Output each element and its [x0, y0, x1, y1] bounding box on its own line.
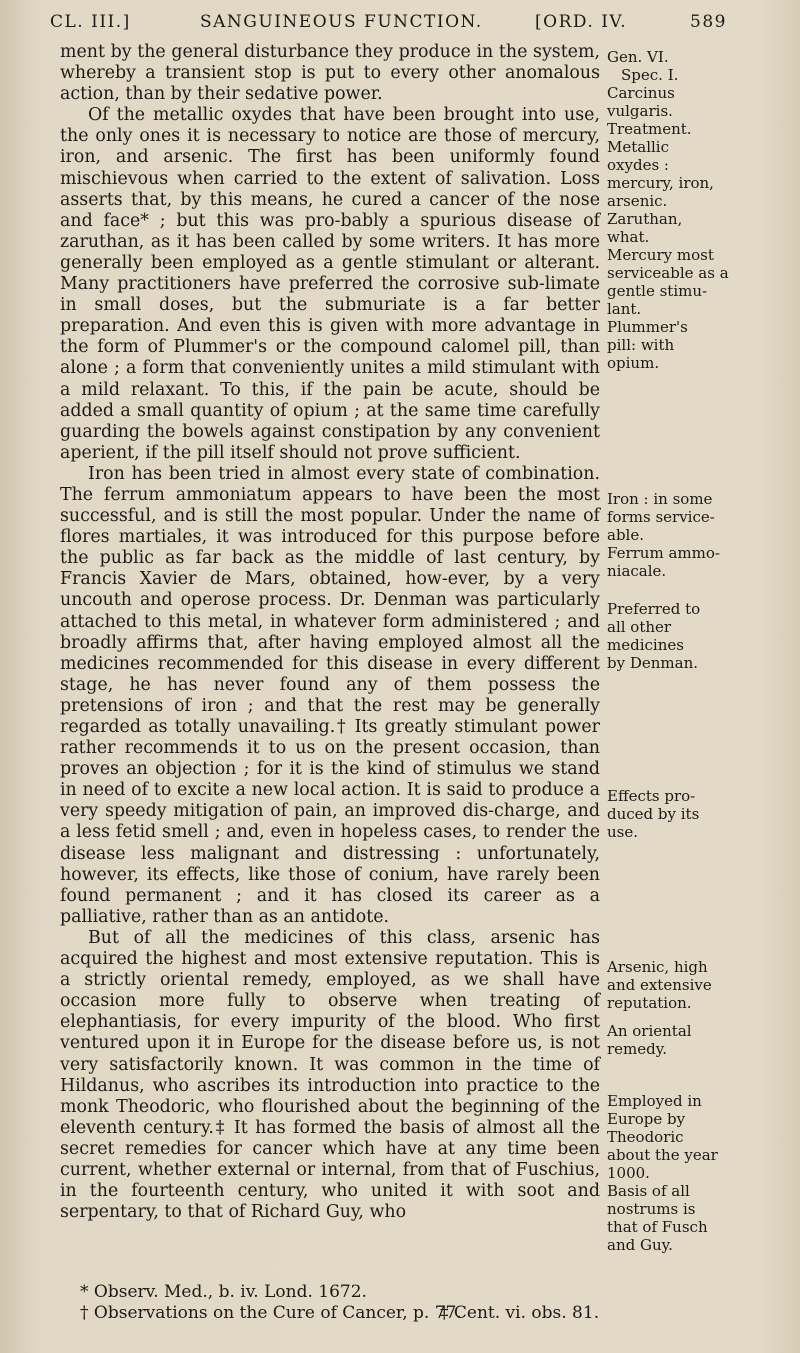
margin-line: Spec. I.	[621, 66, 679, 84]
margin-line: forms service-	[607, 508, 715, 526]
margin-line: and Guy.	[607, 1236, 673, 1254]
margin-line: 1000.	[607, 1164, 650, 1182]
margin-line: and extensive	[607, 976, 712, 994]
running-title: SANGUINEOUS FUNCTION.	[200, 12, 483, 32]
margin-line: serviceable as a	[607, 264, 729, 282]
margin-line: reputation.	[607, 994, 692, 1012]
margin-line: Metallic	[607, 138, 669, 156]
margin-line: about the year	[607, 1146, 718, 1164]
margin-line: Ferrum ammo-	[607, 544, 720, 562]
margin-note-denman	[607, 600, 792, 672]
margin-line: duced by its	[607, 805, 700, 823]
margin-line: lant.	[607, 300, 642, 318]
margin-line: Basis of all	[607, 1182, 690, 1200]
margin-note-europe	[607, 1092, 792, 1254]
margin-line: Arsenic, high	[607, 958, 708, 976]
paragraph-metallic-oxydes: Of the metallic oxydes that have been brought into use, the only ones it is necessary to notice are those of mercury, iron, and arsenic. The first has been uniformly found mischievous when carried to the extent of salivation. Loss asserts that, by this means, he cured a cancer of the nose and face* ; but this was pro-bably a spurious disease of zaruthan, as it has been called by some writers. It has more generally been employed as a gentle stimulant or alterant. Many practitioners have preferred the corrosive sub-limate in small doses, but the submuriate is a far better preparation. And even this is given with more advantage in the form of Plummer's or the compound calomel pill, than alone ; a form that conveniently unites a mild stimulant with a mild relaxant. To this, if the pain be acute, should be added a small quantity of opium ; at the same time carefully guarding the bowels against constipation by any convenient aperient, if the pill itself should not prove sufficient.	[60, 105, 600, 463]
margin-line: medicines	[607, 636, 684, 654]
margin-note-treatment	[607, 48, 792, 372]
margin-note-iron	[607, 490, 792, 580]
margin-line: Preferred to	[607, 600, 701, 618]
margin-line: mercury, iron,	[607, 174, 714, 192]
margin-line: vulgaris.	[607, 102, 673, 120]
margin-line: Effects pro-	[607, 787, 696, 805]
margin-line: niacale.	[607, 562, 667, 580]
page-number: 589	[690, 12, 727, 32]
margin-line: by Denman.	[607, 654, 699, 672]
paragraph-arsenic: But of all the medicines of this class, arsenic has acquired the highest and most extensive reputation. This is a strictly oriental remedy, employed, as we shall have occasion more fully to observe when treating of elephantiasis, for every impurity of the blood. Who first ventured upon it in Europe for the disease before us, is not very satisfactorily known. It was common in the time of Hildanus, who ascribes its introduction into practice to the monk Theodoric, who flourished about the beginning of the eleventh century.‡ It has formed the basis of almost all the secret remedies for cancer which have at any time been current, whether external or internal, from that of Fuschius, in the fourteenth century, who united it with soot and serpentary, to that of Richard Guy, who	[60, 927, 600, 1223]
footnote-2: † Observations on the Cure of Cancer, p. 77.	[80, 1303, 462, 1323]
margin-line: what.	[607, 228, 650, 246]
main-text-column	[60, 42, 600, 1223]
margin-line: oxydes :	[607, 156, 669, 174]
margin-line: remedy.	[607, 1040, 667, 1058]
margin-line: Carcinus	[607, 84, 675, 102]
margin-line: gentle stimu-	[607, 282, 708, 300]
paragraph-continuation: ment by the general disturbance they produce in the system, whereby a transient stop is put to every other anomalous action, than by their sedative power.	[60, 42, 600, 105]
margin-line: An oriental	[607, 1022, 692, 1040]
margin-line: Europe by	[607, 1110, 686, 1128]
margin-line: Treatment.	[607, 120, 692, 138]
margin-line: Iron : in some	[607, 490, 713, 508]
margin-note-effects	[607, 787, 792, 841]
margin-line: Gen. VI.	[607, 48, 669, 66]
margin-line: Theodoric	[607, 1128, 684, 1146]
margin-line: Zaruthan,	[607, 210, 683, 228]
paragraph-iron: Iron has been tried in almost every state of combination. The ferrum ammoniatum appears to have been the most successful, and is still the most popular. Under the name of flores martiales, it was introduced for this purpose before the public as far back as the middle of last century, by Francis Xavier de Mars, obtained, how-ever, by a very uncouth and operose process. Dr. Denman was particularly attached to this metal, in whatever form administered ; and broadly affirms that, after having employed almost all the medicines recommended for this disease in every different stage, he has never found any of them possess the pretensions of iron ; and that the rest may be generally regarded as totally unavailing.† Its greatly stimulant power rather recommends it to us on the present occasion, than proves an objection ; for it is the kind of stimulus we stand in need of to excite a new local action. It is said to produce a very speedy mitigation of pain, an improved dis-charge, and a less fetid smell ; and, even in hopeless cases, to render the disease less malignant and distressing : unfortunately, however, its effects, like those of conium, have rarely been found permanent ; and it has closed its career as a palliative, rather than as an antidote.	[60, 463, 600, 927]
margin-line: pill: with	[607, 336, 675, 354]
margin-line: arsenic.	[607, 192, 668, 210]
margin-line: all other	[607, 618, 672, 636]
order-label: [ORD. IV.	[535, 12, 628, 32]
margin-line: able.	[607, 526, 644, 544]
margin-line: Employed in	[607, 1092, 702, 1110]
chapter-label: CL. III.]	[50, 12, 131, 32]
margin-line: Mercury most	[607, 246, 714, 264]
margin-line: nostrums is	[607, 1200, 696, 1218]
margin-line: opium.	[607, 354, 660, 372]
footnote-3: ‡ Cent. vi. obs. 81.	[440, 1303, 600, 1323]
margin-line: use.	[607, 823, 639, 841]
footnote-1: * Observ. Med., b. iv. Lond. 1672.	[80, 1282, 367, 1302]
margin-note-arsenic	[607, 958, 792, 1058]
margin-line: that of Fusch	[607, 1218, 708, 1236]
margin-line: Plummer's	[607, 318, 688, 336]
running-header	[50, 8, 790, 38]
